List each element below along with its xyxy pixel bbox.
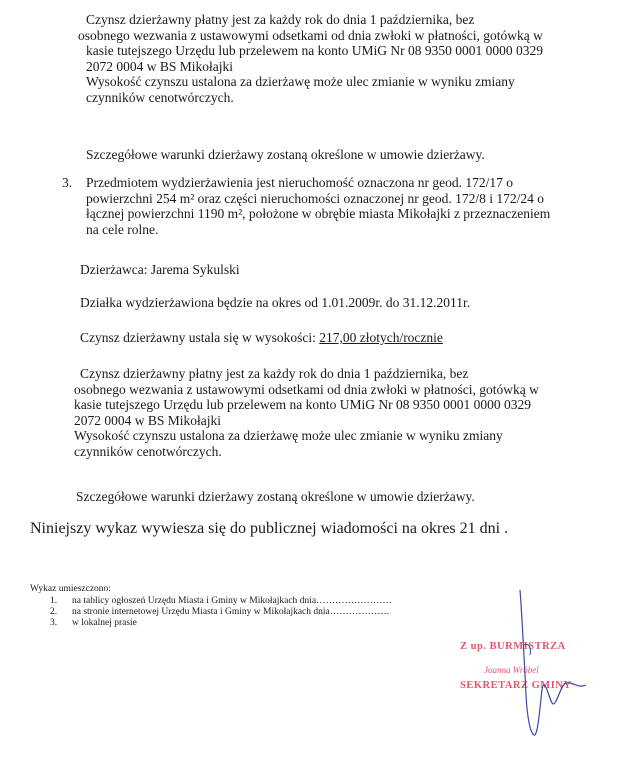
- rent-value: 217,00 złotych/rocznie: [319, 330, 443, 345]
- text-line: 2072 0004 w BS Mikołajki: [86, 58, 234, 74]
- text-line: Wysokość czynszu ustalona za dzierżawę może ulec zmianie w wyniku zmiany: [74, 428, 503, 443]
- details-text: Szczegółowe warunki dzierżawy zostaną określone w umowie dzierżawy.: [86, 147, 485, 162]
- payment-terms-block-2: [74, 366, 624, 459]
- rent-prefix: Czynsz dzierżawny ustala się w wysokości:: [80, 330, 320, 345]
- payment-terms-block-1: [78, 12, 624, 105]
- text-line: czynników cenotwórczych.: [74, 443, 222, 459]
- text-line: kasie tutejszego Urzędu lub przelewem na konto UMiG Nr 08 9350 0001 0000 0329: [86, 43, 544, 58]
- text-line: Wysokość czynszu ustalona za dzierżawę może ulec zmianie w wyniku zmiany: [86, 74, 515, 89]
- item-number: 3.: [62, 175, 73, 190]
- text-line: łącznej powierzchni 1190 m², położone w obrębie miasta Mikołajki z przeznaczeniem: [86, 206, 551, 221]
- tenant-text: Dzierżawca: Jarema Sykulski: [80, 262, 240, 277]
- details-note-2: [76, 489, 475, 505]
- posting-item-number: 3.: [50, 618, 58, 628]
- posting-item: [30, 618, 430, 629]
- posting-item: [30, 596, 430, 607]
- item-3-description: [86, 175, 624, 237]
- lease-period-line: [80, 295, 470, 311]
- posting-heading-text: Wykaz umieszczono:: [30, 584, 111, 594]
- posting-item-number: 2.: [50, 607, 58, 617]
- text-line: osobnego wezwania z ustawowymi odsetkami od dnia zwłoki w płatności, gotówką w: [78, 27, 543, 43]
- period-text: Działka wydzierżawiona będzie na okres od 1.01.2009r. do 31.12.2011r.: [80, 295, 471, 310]
- item-number-3: [62, 175, 72, 191]
- text-line: Przedmiotem wydzierżawienia jest nieruchomość oznaczona nr geod. 172/17 o: [86, 175, 513, 190]
- text-line: 2072 0004 w BS Mikołajki: [74, 412, 222, 428]
- text-line: powierzchni 254 m² oraz części nieruchomości oznaczonej nr geod. 172/8 i 172/24 o: [86, 190, 545, 206]
- text-line: osobnego wezwania z ustawowymi odsetkami od dnia zwłoki w płatności, gotówką w: [74, 381, 539, 397]
- signature-icon: [490, 585, 610, 745]
- stamp-line-3: SEKRETARZ GMINY: [460, 680, 572, 691]
- posting-item-text: na stronie internetowej Urzędu Miasta i Gminy w Mikołajkach dnia……………….: [72, 607, 390, 617]
- posting-heading: [30, 584, 111, 595]
- text-line: Czynsz dzierżawny płatny jest za każdy rok do dnia 1 października, bez: [86, 12, 475, 27]
- posting-item-text: w lokalnej prasie: [72, 618, 137, 628]
- details-note-1: [86, 147, 485, 163]
- text-line: na cele rolne.: [86, 221, 159, 237]
- public-notice: [30, 521, 508, 537]
- posting-item-text: na tablicy ogłoszeń Urzędu Miasta i Gminy w Mikołajkach dnia……………………: [72, 596, 393, 606]
- posting-item: [30, 607, 430, 618]
- text-line: kasie tutejszego Urzędu lub przelewem na konto UMiG Nr 08 9350 0001 0000 0329: [74, 397, 532, 412]
- stamp-line-2: Joanna Wróbel: [484, 665, 539, 675]
- text-line: Czynsz dzierżawny płatny jest za każdy rok do dnia 1 października, bez: [80, 366, 469, 381]
- text-line: czynników cenotwórczych.: [86, 89, 234, 105]
- rent-line: [80, 330, 443, 346]
- stamp-line-1: Z up. BURMISTRZA: [460, 641, 566, 652]
- posting-item-number: 1.: [50, 596, 58, 606]
- details-text: Szczegółowe warunki dzierżawy zostaną określone w umowie dzierżawy.: [76, 489, 475, 504]
- posting-list: [30, 596, 430, 629]
- tenant-line: [80, 262, 240, 278]
- notice-text: Niniejszy wykaz wywiesza się do publicznej wiadomości na okres 21 dni .: [30, 520, 509, 537]
